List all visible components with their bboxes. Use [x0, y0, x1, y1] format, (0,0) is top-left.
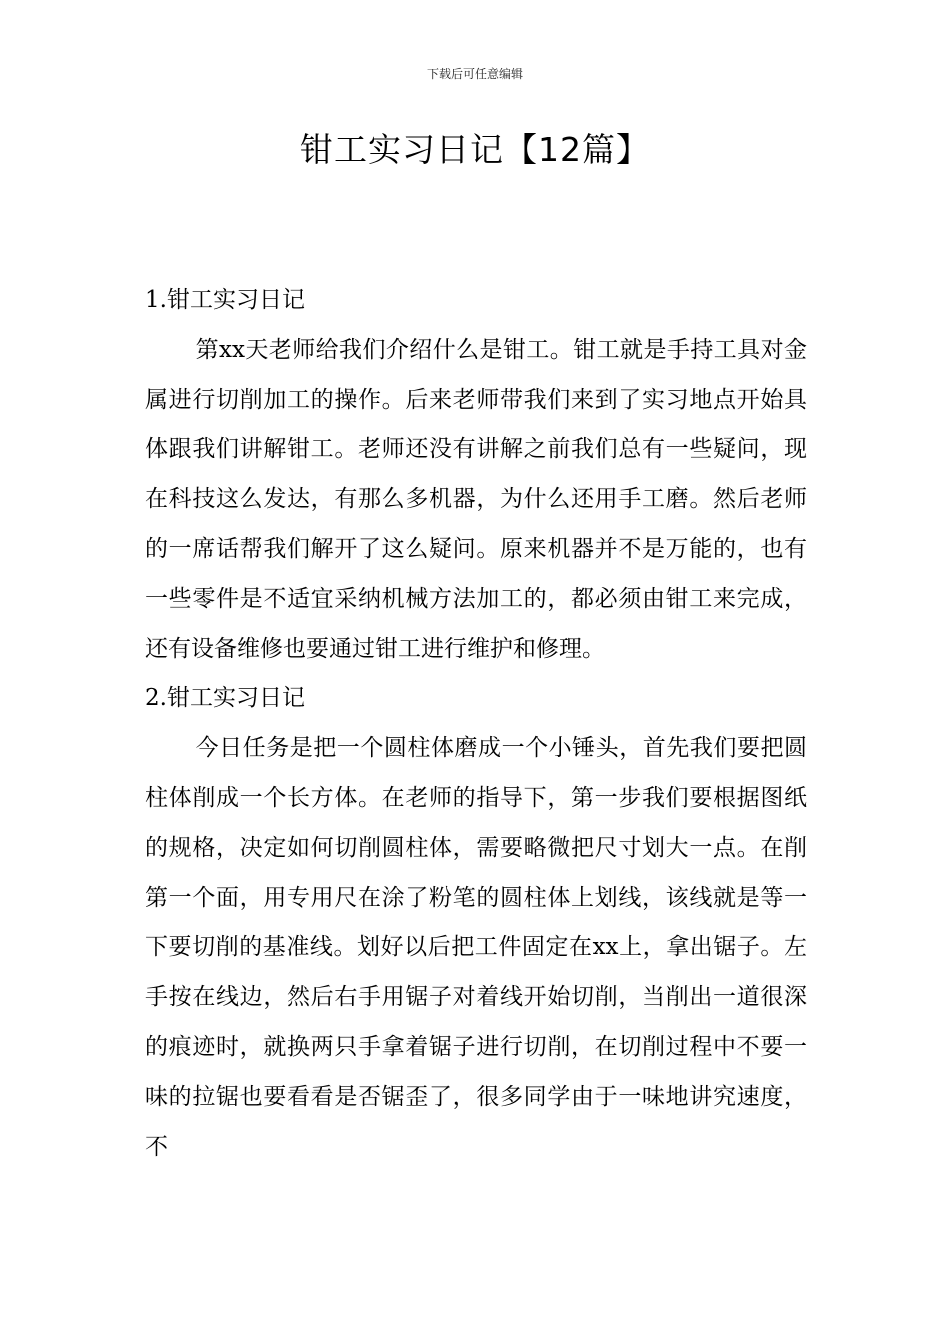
section-heading: 1.钳工实习日记: [145, 287, 305, 313]
section-heading: 2.钳工实习日记: [145, 685, 305, 712]
section-2: [145, 674, 807, 1172]
section-1: [145, 276, 807, 674]
document-body: [145, 276, 807, 1172]
section-paragraph: 今日任务是把一个圆柱体磨成一个小锤头，首先我们要把圆柱体削成一个长方体。在老师的指导下，第一步我们要根据图纸的规格，决定如何切削圆柱体，需要略微把尺寸划大一点。在削第一个面，用专用尺在涂了粉笔的圆柱体上划线，该线就是等一下要切削的基准线。划好以后把工件固定在xx上，拿出锯子。左手按在线边，然后右手用锯子对着线开始切削，当削出一道很深的痕迹时，就换两只手拿着锯子进行切削，在切削过程中不要一味的拉锯也要看看是否锯歪了，很多同学由于一味地讲究速度，不: [145, 735, 807, 1160]
header-note: 下载后可任意编辑: [426, 67, 523, 81]
section-paragraph: 第xx天老师给我们介绍什么是钳工。钳工就是手持工具对金属进行切削加工的操作。后来老师带我们来到了实习地点开始具体跟我们讲解钳工。老师还没有讲解之前我们总有一些疑问，现在科技这么发达，有那么多机器，为什么还用手工磨。然后老师的一席话帮我们解开了这么疑问。原来机器并不是万能的，也有一些零件是不适宜采纳机械方法加工的，都必须由钳工来完成，还有设备维修也要通过钳工进行维护和修理。: [145, 336, 807, 662]
document-title: 钳工实习日记【12篇】: [300, 130, 650, 169]
